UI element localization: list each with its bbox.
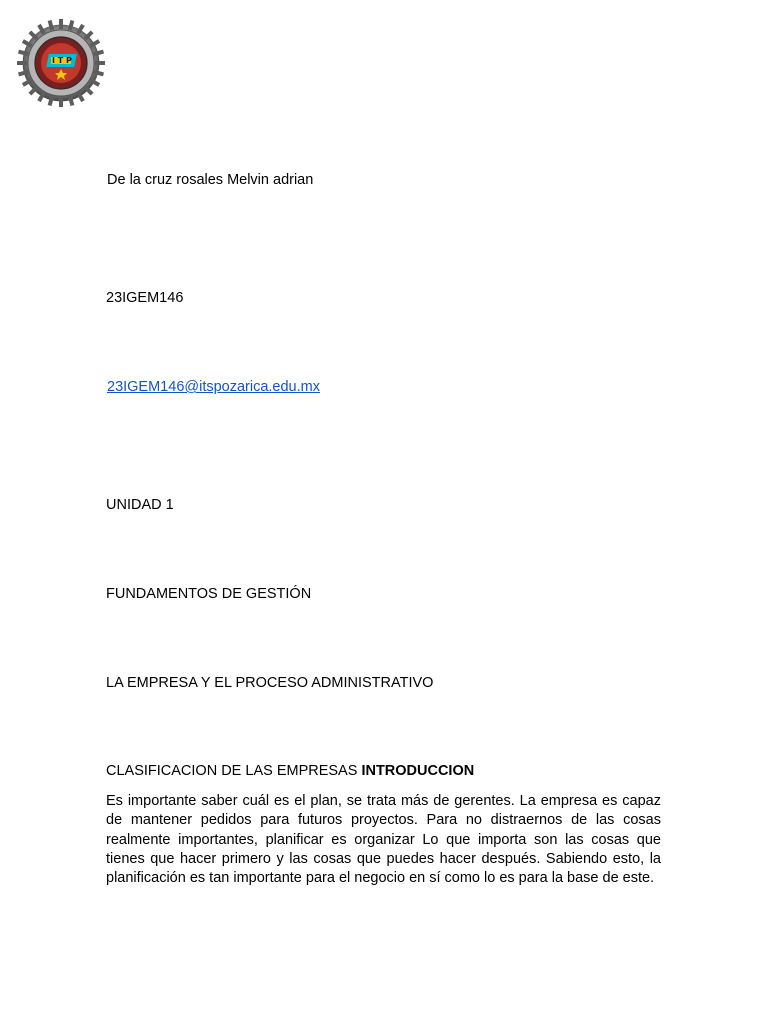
student-id: 23IGEM146: [106, 290, 184, 306]
topic-title: LA EMPRESA Y EL PROCESO ADMINISTRATIVO: [106, 675, 434, 691]
introduction-heading: INTRODUCCION: [361, 763, 475, 779]
section-heading-text: CLASIFICACION DE LAS EMPRESAS: [106, 763, 358, 779]
unit-title: UNIDAD 1: [106, 497, 174, 513]
student-name: De la cruz rosales Melvin adrian: [107, 172, 314, 188]
seal-icon: [16, 16, 106, 108]
email-link[interactable]: 23IGEM146@itspozarica.edu.mx: [107, 379, 320, 395]
svg-text:I T P: I T P: [52, 56, 72, 65]
subject-title: FUNDAMENTOS DE GESTIÓN: [106, 586, 312, 602]
institution-logo: [16, 16, 106, 108]
section-heading: [106, 762, 474, 780]
introduction-paragraph: Es importante saber cuál es el plan, se trata más de gerentes. La empresa es capaz de mantener pedidos para futuros proyectos. Para no distraernos de las cosas realmente importantes, planificar es organizar Lo que importa son las cosas que tienes que hacer primero y las cosas que puedes hacer después. Sabiendo esto, la planificación es tan importante para el negocio en sí como lo es para la base de este.: [106, 793, 661, 887]
student-email: [107, 378, 320, 396]
